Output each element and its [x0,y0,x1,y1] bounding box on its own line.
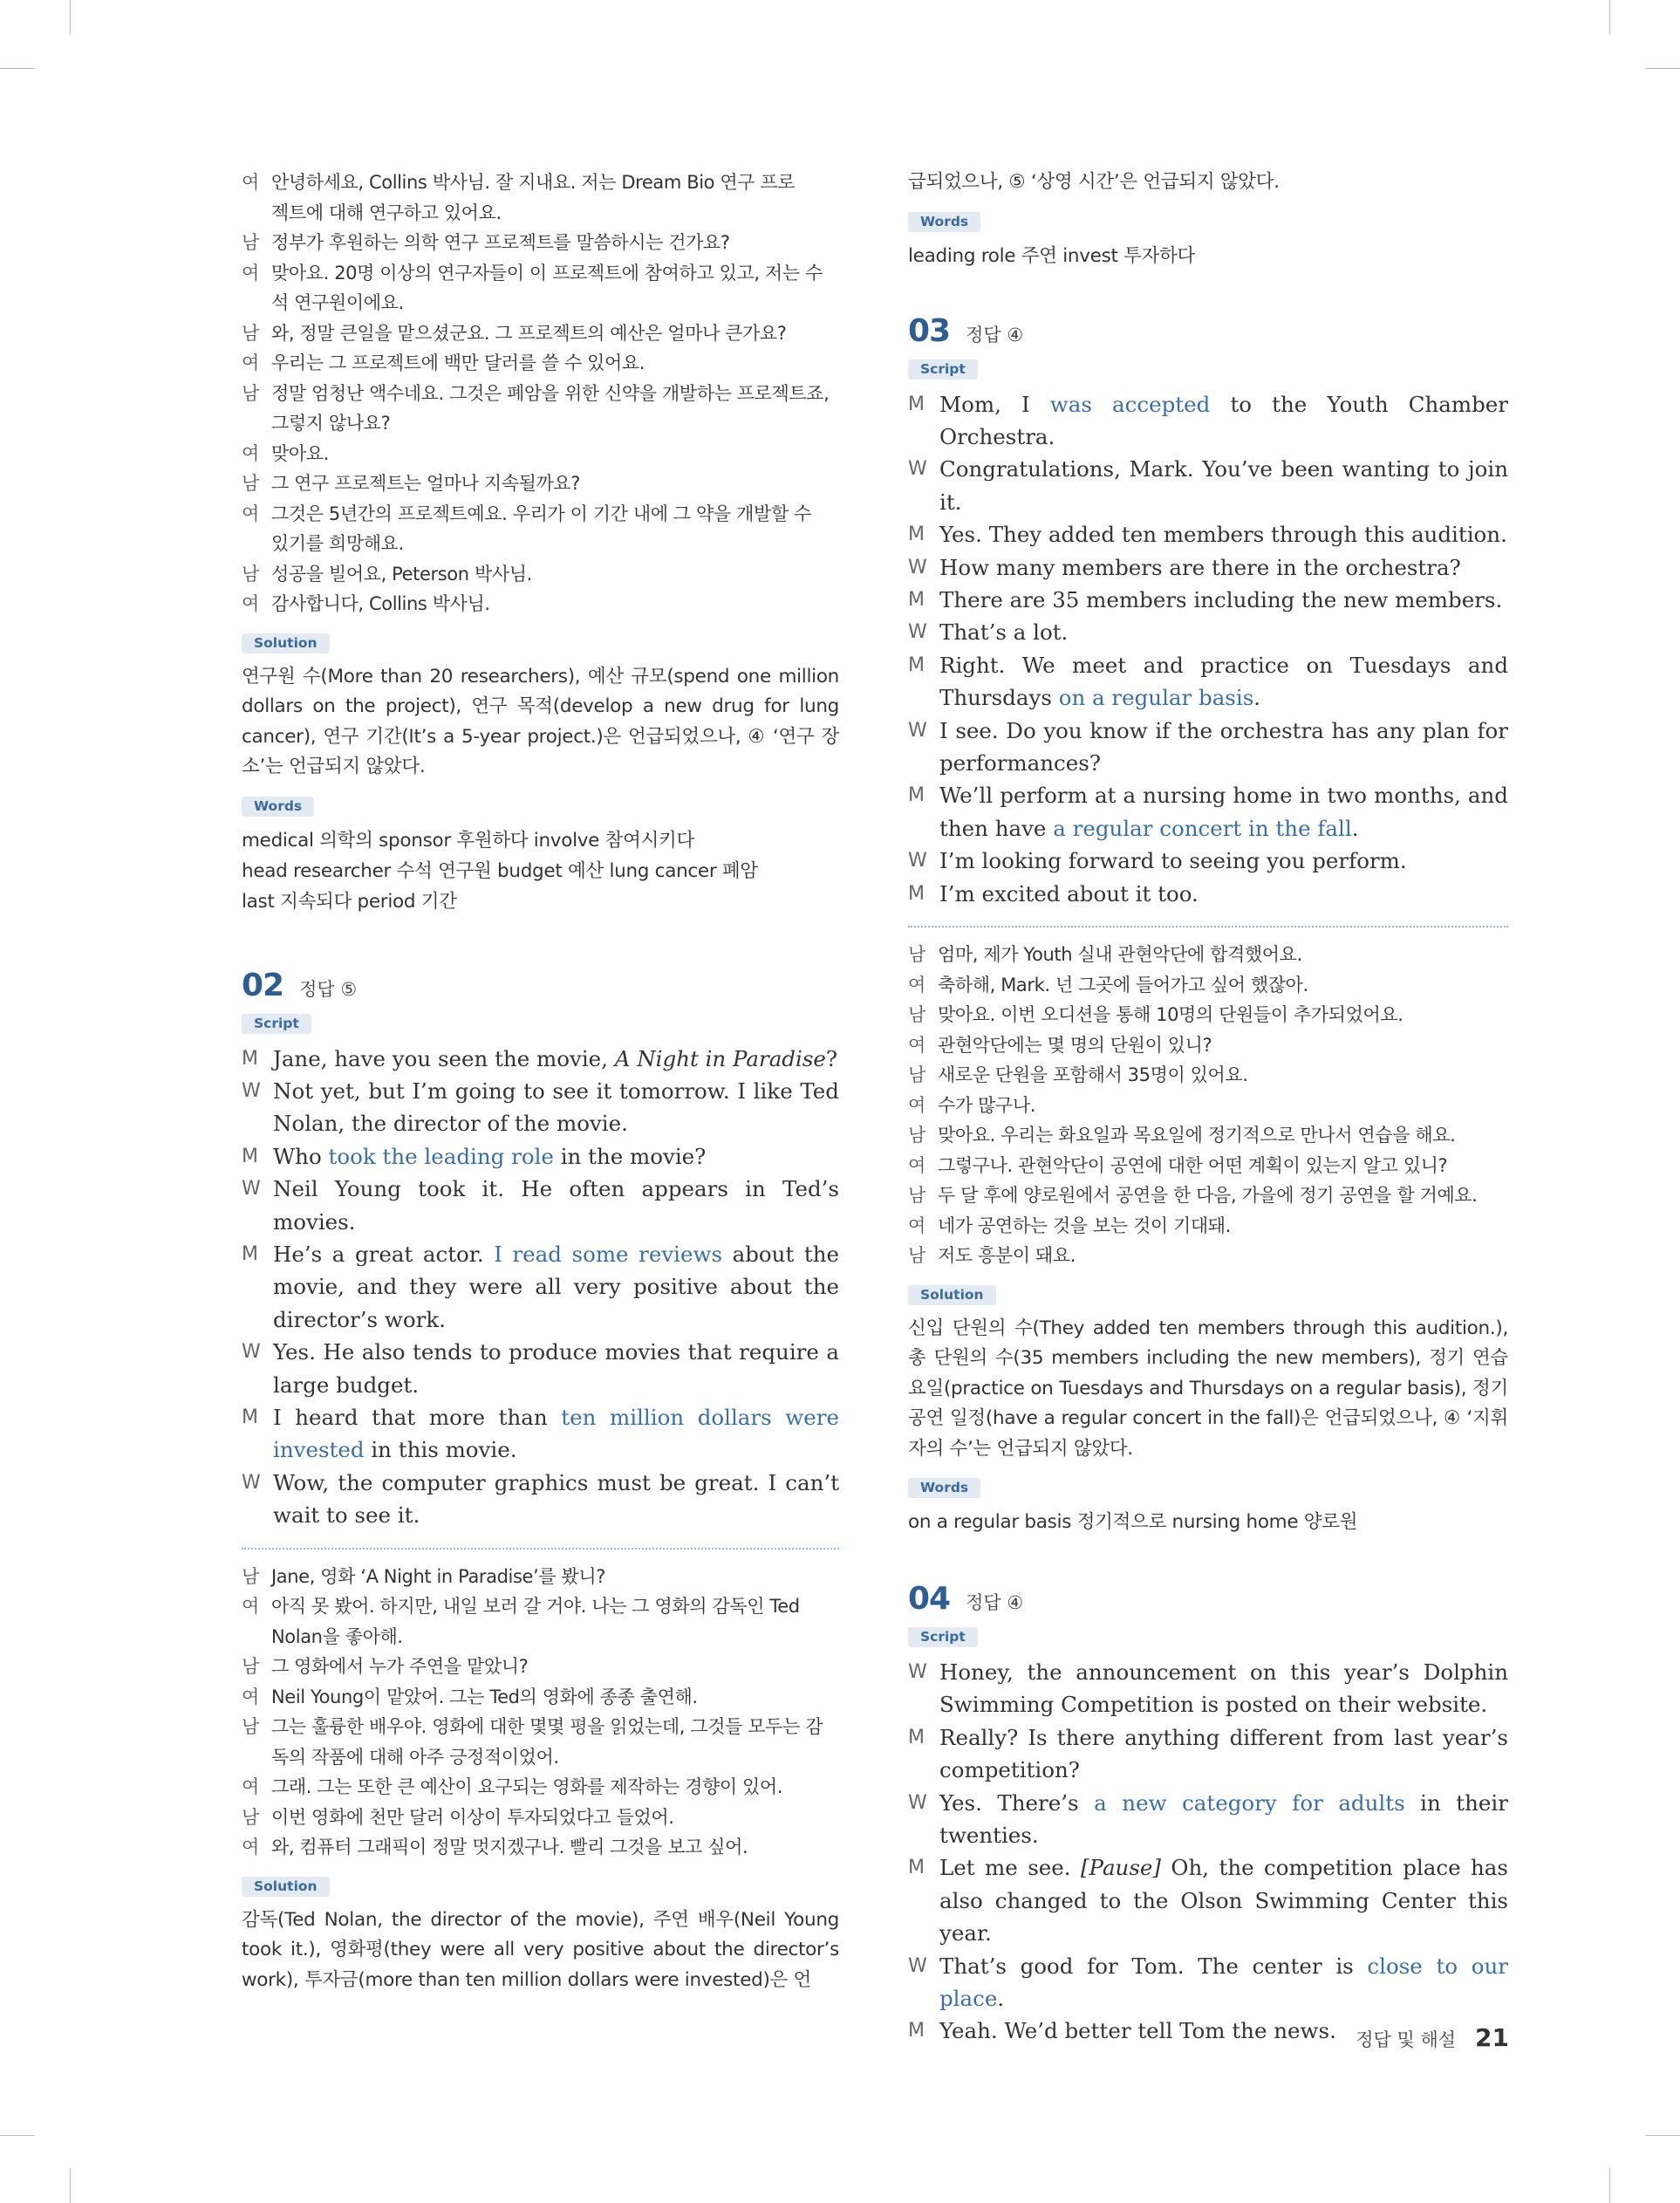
word-line: head researcher 수석 연구원 budget 예산 lung cancer 폐암 [242,859,758,882]
speaker-label: 여 [908,1094,925,1116]
text-segment: Yes. He also tends to produce movies that require a large budget. [273,1339,839,1398]
korean-dialogue-line [908,1030,1508,1061]
korean-dialogue-line [242,1562,839,1592]
speaker-label: 남 [908,1245,925,1266]
dialogue-text: 정말 엄청난 액수네요. 그것은 폐암을 위한 신약을 개발하는 프로젝트죠, [271,382,830,404]
dialogue-text [939,779,1508,845]
dialogue-text: 그렇지 않나요? [271,413,391,434]
dialogue-text: 우리는 그 프로젝트에 백만 달러를 쓸 수 있어요. [271,352,645,373]
text-segment: Oh, the competition place has also changed to the Olson Swimming Center this year. [939,1855,1508,1946]
script-tag: Script [908,359,978,380]
speaker-label: W [242,1178,261,1201]
text-segment: Wow, the computer graphics must be great. I can’t wait to see it. [273,1469,839,1529]
question-number: 02 [242,967,284,1003]
text-segment: That’s good for Tom. The center is [939,1953,1368,1979]
speaker-label: 남 [242,563,259,585]
section-divider [242,1548,839,1550]
speaker-label [242,1742,271,1773]
dialogue-text [273,1140,839,1173]
dialogue-text: Nolan을 좋아해. [271,1625,403,1647]
q03-header [908,313,1508,349]
korean-dialogue-line [908,1211,1508,1242]
dialogue-text [939,715,1508,780]
korean-dialogue-line [242,318,839,349]
solution-tag: Solution [242,633,330,653]
korean-dialogue-line [242,1591,839,1622]
dialogue-text: 맞아요. 우리는 화요일과 목요일에 정기적으로 만나서 연습을 해요. [938,1125,1456,1146]
speaker-label: M [908,1857,925,1879]
english-dialogue-line [908,1787,1508,1852]
q02-solution-continued: 급되었으나, ⑤ ‘상영 시간’은 언급되지 않았다. [908,171,1280,193]
english-dialogue-line [242,1238,839,1336]
dialogue-text [939,388,1508,454]
q01-korean-transcript [242,168,839,619]
english-dialogue-line [908,584,1508,616]
dialogue-text: 저도 흥분이 돼요. [938,1245,1076,1266]
words-tag: Words [242,797,314,817]
text-segment: ? [825,1045,838,1071]
highlighted-phrase: I read some reviews [494,1241,723,1267]
text-segment: He’s a great actor. [273,1241,495,1267]
speaker-label: W [242,1341,261,1364]
q04-english-script [908,1656,1508,2048]
text-segment: Yeah. We’d better tell Tom the news. [939,2018,1336,2044]
dialogue-text [939,551,1508,584]
speaker-label: W [908,1954,927,1977]
dialogue-text: 그 영화에서 누가 주연을 맡았니? [271,1656,529,1678]
dialogue-text: 그는 훌륭한 배우야. 영화에 대한 몇몇 평을 읽었는데, 그것들 모두는 감 [271,1716,823,1738]
dialogue-text: Neil Young이 맡았어. 그는 Ted의 영화에 종종 출연해. [271,1686,698,1707]
english-dialogue-line [242,1043,839,1075]
speaker-label: 남 [242,1806,259,1828]
q02-header [242,968,839,1003]
korean-dialogue-line [242,1772,839,1803]
text-segment: How many members are there in the orchestra? [939,554,1461,580]
speaker-label: 여 [242,1776,259,1798]
english-dialogue-line [908,649,1508,715]
dialogue-text: 엄마, 제가 Youth 실내 관현악단에 합격했어요. [938,944,1302,965]
dialogue-text: 두 달 후에 양로원에서 공연을 한 다음, 가을에 정기 공연을 할 거예요. [938,1185,1478,1206]
korean-dialogue-line [908,970,1508,1001]
crop-mark [0,2135,35,2136]
korean-dialogue-line [908,1000,1508,1030]
dialogue-text [939,845,1508,877]
speaker-label: 여 [242,1596,259,1618]
speaker-label: M [908,653,925,676]
text-segment: I’m excited about it too. [939,880,1199,907]
speaker-label [242,529,271,559]
script-tag: Script [242,1014,311,1034]
dialogue-text: 안녕하세요, Collins 박사님. 잘 지내요. 저는 Dream Bio 연구 프로 [271,172,796,193]
text-segment: Jane, have you seen the movie, [273,1045,615,1071]
page-footer [1343,2023,1509,2052]
crop-mark [70,2168,71,2203]
korean-dialogue-line [242,1832,839,1863]
speaker-label: 남 [908,1125,925,1146]
speaker-label: W [908,850,927,872]
text-segment: Yes. They added ten members through this audition. [939,522,1507,548]
korean-dialogue-line [242,559,839,590]
dialogue-text: 수가 많구나. [938,1094,1035,1116]
text-segment: Yes. There’s [939,1789,1095,1816]
q03-solution-text: 신입 단원의 수(They added ten members through this audition.), 총 단원의 수(35 members including the new members), 정기 연습 요일(practice on Tuesdays and Thursdays on a regular basis), 정기 공연 일정(have a regular concert in the fall)은 언급되었으나, ④ ‘지휘자의 수’는 언급되지 않았다. [908,1317,1508,1460]
dialogue-text [939,584,1508,616]
q03-words-list [908,1507,1508,1537]
dialogue-text: 젝트에 대해 연구하고 있어요. [271,202,502,223]
text-segment: about the movie, and they were all very positive about the director’s work. [273,1241,839,1332]
words-tag: Words [908,212,980,232]
english-dialogue-line [908,616,1508,648]
dialogue-text: 와, 정말 큰일을 맡으셨군요. 그 프로젝트의 예산은 얼마나 큰가요? [271,322,787,344]
dialogue-text [939,616,1508,648]
crop-mark [1609,2168,1610,2203]
speaker-label: W [908,1791,927,1814]
english-dialogue-line [908,845,1508,877]
speaker-label: W [242,1079,261,1102]
speaker-label: 여 [242,442,259,464]
crop-mark [1645,68,1680,69]
korean-dialogue-line [242,1622,839,1652]
footer-section-label: 정답 및 해설 [1356,2029,1457,2050]
speaker-label: 남 [242,1656,259,1678]
korean-dialogue-line [242,348,839,379]
korean-dialogue-line [242,288,839,318]
speaker-label: W [908,1661,927,1683]
english-dialogue-line [908,1950,1508,2015]
q01-solution-text: 연구원 수(More than 20 researchers), 예산 규모(spend one million dollars on the project), 연구 목적(develop a new drug for lung cancer), 연구 기간(It’s a 5-year project.)은 언급되었으나, ④ ‘연구 장소’는 언급되지 않았다. [242,665,839,777]
text-segment: I see. Do you know if the orchestra has any plan for performances? [939,717,1508,776]
q02-words-list [908,241,1508,271]
speaker-label: 남 [242,1716,259,1738]
dialogue-text: 성공을 빌어요, Peterson 박사님. [271,563,532,585]
highlighted-phrase: a new category for adults [1094,1789,1405,1816]
english-dialogue-line [242,1467,839,1532]
dialogue-text: 그렇구나. 관현악단이 공연에 대한 어떤 계획이 있는지 알고 있니? [938,1154,1448,1176]
dialogue-text [273,1336,839,1401]
dialogue-text: 석 연구원이에요. [271,292,404,313]
korean-dialogue-line [242,198,839,229]
speaker-label [242,288,271,318]
dialogue-text: 감사합니다, Collins 박사님. [271,593,490,614]
dialogue-text: 네가 공연하는 것을 보는 것이 기대돼. [938,1214,1231,1236]
highlighted-phrase: was accepted [1049,391,1211,417]
text-segment: We’ll perform at a nursing home in two months, and then have [939,783,1508,841]
speaker-label: W [908,719,927,742]
page-number: 21 [1475,2023,1509,2052]
english-dialogue-line [908,388,1508,454]
dialogue-text [939,1721,1508,1787]
text-segment: in this movie. [364,1437,517,1463]
korean-dialogue-line [908,1120,1508,1151]
speaker-label: 여 [242,1837,259,1858]
korean-dialogue-line [908,1180,1508,1211]
dialogue-text: Jane, 영화 ‘A Night in Paradise’를 봤니? [271,1565,605,1587]
english-dialogue-line [908,779,1508,845]
dialogue-text: 독의 작품에 대해 아주 긍정적이었어. [271,1746,559,1768]
text-segment: Who [273,1143,329,1169]
dialogue-text [273,1075,839,1140]
text-segment: . [997,1986,1005,2012]
dialogue-text: 관현악단에는 몇 명의 단원이 있니? [938,1034,1212,1056]
english-dialogue-line [908,453,1508,518]
dialogue-text [939,518,1508,551]
dialogue-text [273,1173,839,1238]
speaker-label: M [908,588,925,611]
speaker-label: 여 [242,503,259,524]
dialogue-text: 맞아요. [271,442,329,464]
speaker-label: 남 [242,232,259,253]
text-segment: Let me see. [939,1855,1081,1881]
speaker-label: M [242,1242,258,1265]
text-segment: There are 35 members including the new members. [939,586,1503,612]
dialogue-text: 있기를 희망해요. [271,533,404,554]
dialogue-text: 맞아요. 20명 이상의 연구자들이 이 프로젝트에 참여하고 있고, 저는 수 [271,262,823,284]
text-segment: . [1351,815,1359,841]
english-dialogue-line [908,878,1508,910]
speaker-label: 여 [242,1686,259,1707]
dialogue-text [273,1467,839,1532]
word-line: medical 의학의 sponsor 후원하다 involve 참여시키다 [242,829,694,852]
solution-tag: Solution [908,1285,996,1305]
speaker-label: 여 [242,262,259,284]
dialogue-text: 그 연구 프로젝트는 얼마나 지속될까요? [271,473,581,494]
text-segment: Honey, the announcement on this year’s Dolphin Swimming Competition is posted on their website. [939,1659,1508,1718]
answer-label: 정답 ④ [966,1592,1024,1613]
korean-dialogue-line [242,1712,839,1742]
korean-dialogue-line [242,529,839,559]
q03-korean-transcript [908,940,1508,1271]
english-dialogue-line [908,518,1508,551]
korean-dialogue-line [242,1652,839,1682]
korean-dialogue-line [908,1060,1508,1091]
korean-dialogue-line [908,1241,1508,1271]
answer-label: 정답 ⑤ [299,978,358,1000]
crop-mark [70,0,71,35]
english-dialogue-line [908,1656,1508,1721]
speaker-label: 남 [908,944,925,965]
english-dialogue-line [908,551,1508,584]
script-tag: Script [908,1627,978,1647]
speaker-label: 남 [242,1565,259,1587]
crop-mark [1609,0,1610,35]
q02-english-script [242,1043,839,1532]
dialogue-text: 이번 영화에 천만 달러 이상이 투자되었다고 들었어. [271,1806,674,1828]
highlighted-phrase: close to our place [939,1953,1509,2012]
text-segment: Right. We meet and practice on Tuesdays and Thursdays [939,652,1508,711]
word-line: last 지속되다 period 기간 [242,890,457,913]
korean-dialogue-line [908,940,1508,970]
answer-label: 정답 ④ [966,324,1024,346]
dialogue-text [939,453,1508,518]
highlighted-phrase: on a regular basis [1058,685,1254,711]
speaker-label: 여 [242,172,259,193]
text-segment: Congratulations, Mark. You’ve been wanting to join it. [939,456,1508,515]
dialogue-text: 와, 컴퓨터 그래픽이 정말 멋지겠구나. 빨리 그것을 보고 싶어. [271,1837,748,1858]
speaker-label [242,198,271,229]
highlighted-phrase: a regular concert in the fall [1053,815,1352,841]
dialogue-text [939,878,1508,910]
korean-dialogue-line [242,1682,839,1713]
korean-dialogue-line [242,168,839,198]
text-segment: I’m looking forward to seeing you perform. [939,848,1407,874]
section-divider [908,926,1508,927]
speaker-label: M [242,1406,258,1428]
dialogue-text: 새로운 단원을 포함해서 35명이 있어요. [938,1064,1248,1085]
korean-dialogue-line [908,1091,1508,1121]
speaker-label: 여 [242,593,259,614]
speaker-label: 여 [908,974,925,995]
text-segment: Mom, I [939,391,1050,417]
speaker-label: 남 [242,322,259,344]
q01-words-list [242,825,839,917]
text-segment: Not yet, but I’m going to see it tomorrow. I like Ted Nolan, the director of the movie. [273,1078,839,1137]
dialogue-text [273,1043,839,1075]
solution-tag: Solution [242,1877,330,1897]
speaker-label: M [908,2020,925,2042]
q04-header [908,1581,1508,1617]
text-segment: to the Youth Chamber Orchestra. [939,391,1508,449]
english-dialogue-line [242,1336,839,1401]
english-dialogue-line [908,1851,1508,1949]
speaker-label: W [908,458,927,481]
speaker-label: 남 [908,1064,925,1085]
speaker-label: W [908,621,927,644]
korean-dialogue-line [242,499,839,530]
dialogue-text [939,1787,1508,1852]
italic-phrase: A Night in Paradise [614,1045,826,1071]
crop-mark [1645,2135,1680,2136]
text-segment: in their twenties. [939,1789,1508,1849]
speaker-label [242,1622,271,1652]
speaker-label: W [242,1471,261,1494]
speaker-label: 여 [242,352,259,373]
english-dialogue-line [242,1140,839,1173]
dialogue-text [939,1851,1508,1949]
word-line: on a regular basis 정기적으로 nursing home 양로원 [908,1511,1358,1533]
korean-dialogue-line [242,1803,839,1833]
text-segment: . [1253,685,1261,711]
speaker-label: M [242,1145,258,1167]
korean-dialogue-line [242,1742,839,1773]
korean-dialogue-line [242,469,839,499]
dialogue-text [273,1401,839,1467]
highlighted-phrase: ten million dollars were invested [273,1404,839,1463]
dialogue-text: 정부가 후원하는 의학 연구 프로젝트를 말씀하시는 건가요? [271,232,730,253]
words-tag: Words [908,1478,980,1498]
dialogue-text: 축하해, Mark. 넌 그곳에 들어가고 싶어 했잖아. [938,974,1308,995]
speaker-label: M [908,882,925,905]
korean-dialogue-line [242,439,839,469]
text-segment: in the movie? [553,1143,707,1169]
speaker-label: M [908,1726,925,1748]
korean-dialogue-line [242,228,839,258]
english-dialogue-line [242,1173,839,1238]
korean-dialogue-line [242,589,839,619]
question-number: 03 [908,312,951,349]
question-number: 04 [908,1581,951,1617]
english-dialogue-line [908,1721,1508,1787]
text-segment: Neil Young took it. He often appears in Ted’s movies. [273,1176,839,1235]
dialogue-text [939,1950,1508,2015]
italic-phrase: [Pause] [1081,1855,1161,1881]
dialogue-text [939,649,1508,715]
speaker-label: W [908,556,927,578]
speaker-label: 여 [908,1034,925,1056]
speaker-label: M [242,1047,258,1070]
right-column [908,168,1508,2048]
korean-dialogue-line [908,1151,1508,1181]
english-dialogue-line [908,715,1508,780]
english-dialogue-line [242,1075,839,1140]
dialogue-text: 그것은 5년간의 프로젝트예요. 우리가 이 기간 내에 그 약을 개발할 수 [271,503,811,524]
speaker-label: 남 [242,473,259,494]
left-column [242,168,839,1995]
speaker-label: 여 [908,1154,925,1176]
speaker-label: 남 [908,1185,925,1206]
speaker-label: M [908,784,925,807]
speaker-label: M [908,523,925,546]
word-line: leading role 주연 invest 투자하다 [908,244,1196,267]
korean-dialogue-line [242,408,839,439]
speaker-label: 남 [908,1004,925,1025]
q02-solution-text: 감독(Ted Nolan, the director of the movie), 주연 배우(Neil Young took it.), 영화평(they were all very positive about the director’s work), 투자금(more than ten million dollars were invested)은 언 [242,1908,839,1991]
dialogue-text: 아직 못 봤어. 하지만, 내일 보러 갈 거야. 나는 그 영화의 감독인 Ted [271,1596,800,1618]
english-dialogue-line [242,1401,839,1467]
crop-mark [0,68,35,69]
text-segment: I heard that more than [273,1404,562,1430]
q03-english-script [908,388,1508,911]
text-segment: Really? Is there anything different from last year’s competition? [939,1724,1508,1783]
speaker-label: 여 [908,1214,925,1236]
text-segment: That’s a lot. [939,619,1069,646]
dialogue-text: 맞아요. 이번 오디션을 통해 10명의 단원들이 추가되었어요. [938,1004,1403,1025]
dialogue-text [273,1238,839,1336]
dialogue-text [939,1656,1508,1721]
korean-dialogue-line [242,258,839,289]
speaker-label: 남 [242,382,259,404]
speaker-label [242,408,271,439]
speaker-label: M [908,393,925,415]
highlighted-phrase: took the leading role [328,1143,554,1169]
dialogue-text: 그래. 그는 또한 큰 예산이 요구되는 영화를 제작하는 경향이 있어. [271,1776,783,1798]
q02-korean-transcript [242,1562,839,1863]
korean-dialogue-line [242,379,839,409]
